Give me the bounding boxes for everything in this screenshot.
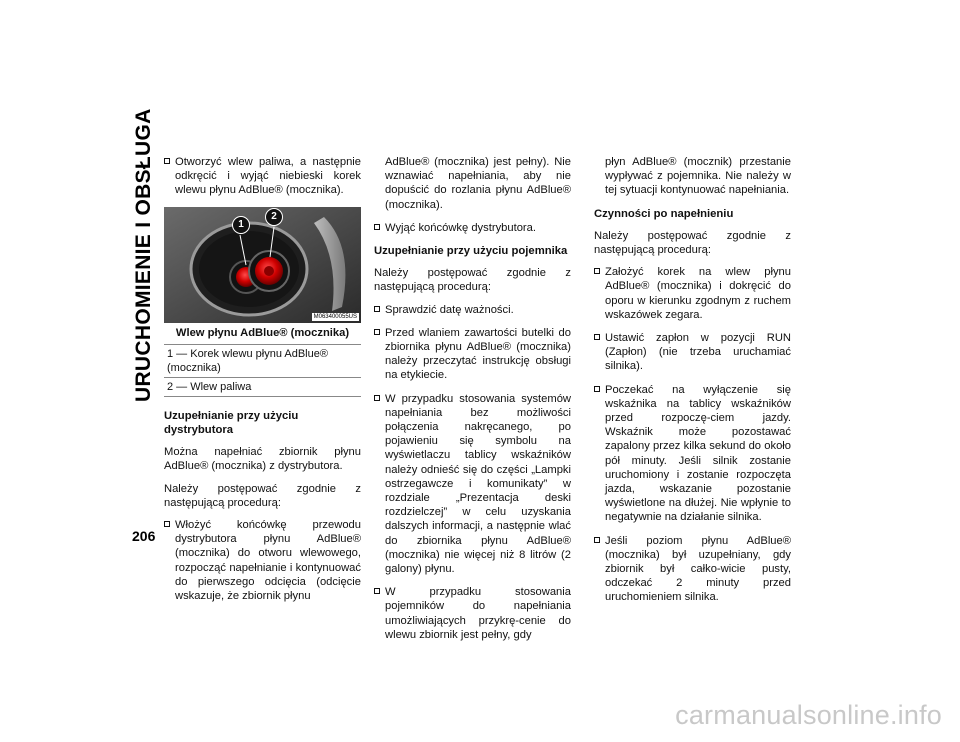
section-heading-container: Uzupełnianie przy użyciu pojemnika	[374, 245, 568, 258]
list-item: Przed wlaniem zawartości butelki do zbiornika płynu AdBlue® (mocznika) należy przeczytać instrukcję obsługi na etykiecie.	[374, 326, 571, 383]
after-filling-bullet-list	[594, 265, 791, 604]
list-item: Wyjąć końcówkę dystrybutora.	[374, 221, 571, 235]
list-item: Jeśli poziom płynu AdBlue® (mocznika) był uzupełniany, gdy zbiornik był całko-wicie pusty, odczekać 2 minuty przed uruchomieniem silnika.	[594, 534, 791, 605]
checkbox-bullet-icon	[374, 329, 380, 335]
column-1	[164, 155, 361, 612]
paragraph: Można napełniać zbiornik płynu AdBlue® (mocznika) z dystrybutora.	[164, 446, 361, 473]
list-item: W przypadku stosowania systemów napełniania bez możliwości połączenia nakręcanego, po pojawieniu się symbolu na wyświetlaczu tablicy wskaźników należy odnieść się do części „Lampki ostrzegawcze i komunikaty” w rozdziale „Prezentacja deski rozdzielczej” w celu uzyskania dalszych informacji, a następnie wlać do zbiornika płynu AdBlue® (mocznika) nie więcej niż 8 litrów (2 galony) płynu.	[374, 392, 571, 577]
list-item: Poczekać na wyłączenie się wskaźnika na tablicy wskaźników przed rozpoczę-ciem jazdy. Wskaźnik może pozostawać zapalony przez kilka sekund do około pół minuty. Jeśli silnik zostanie uruchomiony i zostanie rozpoczęta jazda, wskazanie pozostanie wyświetlone na dłużej. Nie wpłynie to negatywnie na działanie silnika.	[594, 383, 791, 525]
filler-neck-illustration	[164, 207, 361, 323]
callout-2-badge: 2	[265, 208, 283, 226]
dispenser-bullet-list	[164, 518, 361, 603]
continued-text: płyn AdBlue® (mocznik) przestanie wypływać z pojemnika. Nie należy w tej sytuacji kontynuować napełniania.	[605, 156, 791, 197]
callout-1-badge: 1	[232, 216, 250, 234]
list-item: Założyć korek na wlew płynu AdBlue® (mocznika) i dokręcić do oporu w kierunku zgodnym z ruchem wskazówek zegara.	[594, 265, 791, 322]
checkbox-bullet-icon	[594, 334, 600, 340]
paragraph: Należy postępować zgodnie z następującą procedurą:	[164, 482, 361, 509]
intro-bullet-list	[164, 155, 361, 198]
checkbox-bullet-icon	[374, 224, 380, 230]
site-watermark: carmanualsonline.info	[675, 700, 942, 730]
checkbox-bullet-icon	[594, 268, 600, 274]
continued-text: AdBlue® (mocznika) jest pełny). Nie wznawiać napełniania, aby nie dopuścić do rozlania płynu AdBlue® (mocznika).	[385, 156, 571, 211]
checkbox-bullet-icon	[164, 521, 170, 527]
list-item: Włożyć końcówkę przewodu dystrybutora płynu AdBlue® (mocznika) do otworu wlewowego, rozpocząć napełnianie i kontynuować do pierwszego odcięcia (odcięcie wskazuje, że zbiornik płynu	[164, 518, 361, 603]
figure-code: M063400055US	[313, 313, 357, 320]
list-item: W przypadku stosowania pojemników do napełniania umożliwiających przykrę-cenie do wlewu zbiornik jest pełny, gdy	[374, 585, 571, 642]
checkbox-bullet-icon	[374, 306, 380, 312]
remove-bullet-list	[374, 221, 571, 235]
checkbox-bullet-icon	[164, 158, 170, 164]
list-item: Sprawdzić datę ważności.	[374, 303, 571, 317]
figure-caption: Wlew płynu AdBlue® (mocznika)	[175, 326, 350, 339]
checkbox-bullet-icon	[374, 395, 380, 401]
paragraph: Należy postępować zgodnie z następującą procedurą:	[374, 267, 571, 294]
checkbox-bullet-icon	[594, 386, 600, 392]
list-item: Otworzyć wlew paliwa, a następnie odkręcić i wyjąć niebieski korek wlewu płynu AdBlue® (mocznika).	[164, 155, 361, 198]
column-2	[374, 155, 571, 651]
section-heading-dispenser: Uzupełnianie przy użyciu dystrybutora	[164, 409, 299, 437]
checkbox-bullet-icon	[594, 537, 600, 543]
container-bullet-list	[374, 303, 571, 642]
legend-row: 1 — Korek wlewu płynu AdBlue® (mocznika)	[164, 345, 361, 378]
list-item: Ustawić zapłon w pozycji RUN (Zapłon) (nie trzeba uruchamiać silnika).	[594, 331, 791, 374]
legend-row: 2 — Wlew paliwa	[164, 378, 361, 397]
checkbox-bullet-icon	[374, 588, 380, 594]
column-3	[594, 155, 791, 614]
adblue-filler-figure	[164, 207, 361, 323]
page-number: 206	[132, 528, 156, 544]
figure-legend	[164, 344, 361, 397]
section-heading-after-filling: Czynności po napełnieniu	[594, 207, 734, 220]
paragraph: Należy postępować zgodnie z następującą procedurą:	[594, 229, 791, 257]
